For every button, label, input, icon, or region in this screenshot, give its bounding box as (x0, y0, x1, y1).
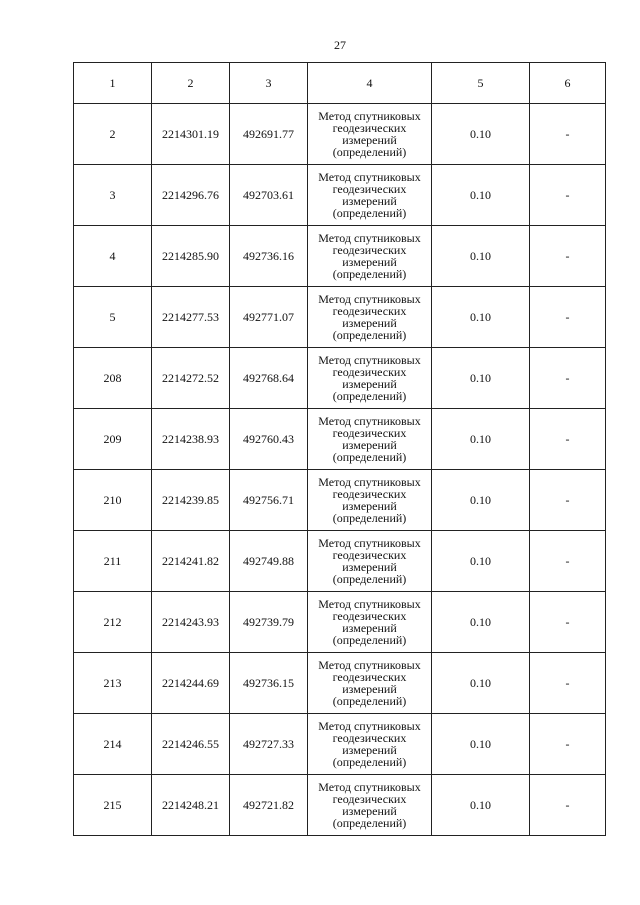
x-coordinate-cell: 2214246.55 (152, 714, 230, 775)
method-cell (308, 470, 432, 531)
point-number-cell: 209 (74, 409, 152, 470)
method-text-line: измерений (342, 560, 397, 574)
x-coordinate-cell: 2214296.76 (152, 165, 230, 226)
accuracy-cell: 0.10 (432, 409, 530, 470)
method-text-line: Метод спутниковых (318, 658, 421, 672)
method-text-line: (определений) (332, 267, 407, 281)
method-cell (308, 165, 432, 226)
page-number: 27 (334, 38, 346, 52)
method-text-line: (определений) (332, 206, 407, 220)
point-number-cell: 5 (74, 287, 152, 348)
method-text-line: геодезических (332, 609, 407, 623)
method-text-line: геодезических (332, 121, 407, 135)
method-cell (308, 348, 432, 409)
point-number-cell: 4 (74, 226, 152, 287)
x-coordinate-cell: 2214239.85 (152, 470, 230, 531)
table-header-row (74, 63, 606, 104)
accuracy-cell: 0.10 (432, 714, 530, 775)
note-cell: - (530, 409, 606, 470)
method-text-line: Метод спутниковых (318, 780, 421, 794)
accuracy-cell: 0.10 (432, 775, 530, 836)
x-coordinate-cell: 2214301.19 (152, 104, 230, 165)
note-cell: - (530, 104, 606, 165)
y-coordinate-cell: 492736.15 (230, 653, 308, 714)
x-coordinate-cell: 2214238.93 (152, 409, 230, 470)
method-text-line: геодезических (332, 304, 407, 318)
x-coordinate-cell: 2214244.69 (152, 653, 230, 714)
point-number-cell: 212 (74, 592, 152, 653)
method-text-line: геодезических (332, 731, 407, 745)
table-row (74, 531, 606, 592)
method-cell (308, 592, 432, 653)
method-text-line: (определений) (332, 328, 407, 342)
method-text-line: геодезических (332, 365, 407, 379)
accuracy-cell: 0.10 (432, 348, 530, 409)
table-row (74, 226, 606, 287)
column-header: 3 (230, 63, 308, 104)
accuracy-cell: 0.10 (432, 165, 530, 226)
method-text-line: (определений) (332, 694, 407, 708)
method-text-line: измерений (342, 377, 397, 391)
table-row (74, 287, 606, 348)
method-text-line: измерений (342, 133, 397, 147)
column-header: 4 (308, 63, 432, 104)
y-coordinate-cell: 492768.64 (230, 348, 308, 409)
method-text-line: геодезических (332, 426, 407, 440)
x-coordinate-cell: 2214277.53 (152, 287, 230, 348)
method-cell (308, 775, 432, 836)
point-number-cell: 214 (74, 714, 152, 775)
method-text-line: (определений) (332, 145, 407, 159)
y-coordinate-cell: 492691.77 (230, 104, 308, 165)
point-number-cell: 3 (74, 165, 152, 226)
x-coordinate-cell: 2214272.52 (152, 348, 230, 409)
method-text-line: (определений) (332, 755, 407, 769)
note-cell: - (530, 226, 606, 287)
accuracy-cell: 0.10 (432, 287, 530, 348)
method-text-line: измерений (342, 255, 397, 269)
column-header: 2 (152, 63, 230, 104)
y-coordinate-cell: 492721.82 (230, 775, 308, 836)
column-header: 1 (74, 63, 152, 104)
method-text-line: геодезических (332, 487, 407, 501)
method-text-line: геодезических (332, 792, 407, 806)
note-cell: - (530, 470, 606, 531)
point-number-cell: 210 (74, 470, 152, 531)
y-coordinate-cell: 492771.07 (230, 287, 308, 348)
y-coordinate-cell: 492727.33 (230, 714, 308, 775)
method-text-line: Метод спутниковых (318, 597, 421, 611)
y-coordinate-cell: 492756.71 (230, 470, 308, 531)
y-coordinate-cell: 492739.79 (230, 592, 308, 653)
point-number-cell: 213 (74, 653, 152, 714)
method-text-line: геодезических (332, 670, 407, 684)
method-text-line: геодезических (332, 548, 407, 562)
note-cell: - (530, 775, 606, 836)
y-coordinate-cell: 492736.16 (230, 226, 308, 287)
method-text-line: геодезических (332, 182, 407, 196)
accuracy-cell: 0.10 (432, 531, 530, 592)
method-text-line: измерений (342, 804, 397, 818)
method-text-line: (определений) (332, 633, 407, 647)
note-cell: - (530, 287, 606, 348)
x-coordinate-cell: 2214285.90 (152, 226, 230, 287)
note-cell: - (530, 653, 606, 714)
point-number-cell: 2 (74, 104, 152, 165)
note-cell: - (530, 531, 606, 592)
accuracy-cell: 0.10 (432, 653, 530, 714)
table-row (74, 775, 606, 836)
method-text-line: Метод спутниковых (318, 536, 421, 550)
method-text-line: Метод спутниковых (318, 353, 421, 367)
y-coordinate-cell: 492749.88 (230, 531, 308, 592)
point-number-cell: 211 (74, 531, 152, 592)
table-row (74, 348, 606, 409)
method-cell (308, 531, 432, 592)
table-row (74, 653, 606, 714)
method-text-line: измерений (342, 316, 397, 330)
y-coordinate-cell: 492760.43 (230, 409, 308, 470)
method-text-line: измерений (342, 438, 397, 452)
table-row (74, 409, 606, 470)
x-coordinate-cell: 2214241.82 (152, 531, 230, 592)
method-cell (308, 714, 432, 775)
y-coordinate-cell: 492703.61 (230, 165, 308, 226)
method-text-line: (определений) (332, 389, 407, 403)
accuracy-cell: 0.10 (432, 104, 530, 165)
point-number-cell: 215 (74, 775, 152, 836)
method-text-line: геодезических (332, 243, 407, 257)
method-text-line: Метод спутниковых (318, 719, 421, 733)
method-cell (308, 409, 432, 470)
accuracy-cell: 0.10 (432, 592, 530, 653)
accuracy-cell: 0.10 (432, 470, 530, 531)
method-text-line: измерений (342, 682, 397, 696)
method-text-line: измерений (342, 621, 397, 635)
note-cell: - (530, 165, 606, 226)
method-cell (308, 226, 432, 287)
method-cell (308, 653, 432, 714)
coordinates-table (73, 62, 606, 836)
accuracy-cell: 0.10 (432, 226, 530, 287)
method-cell (308, 287, 432, 348)
note-cell: - (530, 348, 606, 409)
table-row (74, 165, 606, 226)
column-header: 6 (530, 63, 606, 104)
method-text-line: Метод спутниковых (318, 475, 421, 489)
point-number-cell: 208 (74, 348, 152, 409)
note-cell: - (530, 714, 606, 775)
method-text-line: (определений) (332, 450, 407, 464)
method-text-line: Метод спутниковых (318, 231, 421, 245)
table-row (74, 592, 606, 653)
column-header: 5 (432, 63, 530, 104)
method-text-line: (определений) (332, 816, 407, 830)
x-coordinate-cell: 2214248.21 (152, 775, 230, 836)
method-text-line: измерений (342, 194, 397, 208)
method-text-line: Метод спутниковых (318, 292, 421, 306)
method-text-line: измерений (342, 743, 397, 757)
note-cell: - (530, 592, 606, 653)
method-text-line: (определений) (332, 572, 407, 586)
method-text-line: Метод спутниковых (318, 414, 421, 428)
method-text-line: Метод спутниковых (318, 170, 421, 184)
x-coordinate-cell: 2214243.93 (152, 592, 230, 653)
table-row (74, 470, 606, 531)
method-cell (308, 104, 432, 165)
method-text-line: измерений (342, 499, 397, 513)
method-text-line: (определений) (332, 511, 407, 525)
table-row (74, 104, 606, 165)
table-row (74, 714, 606, 775)
method-text-line: Метод спутниковых (318, 109, 421, 123)
